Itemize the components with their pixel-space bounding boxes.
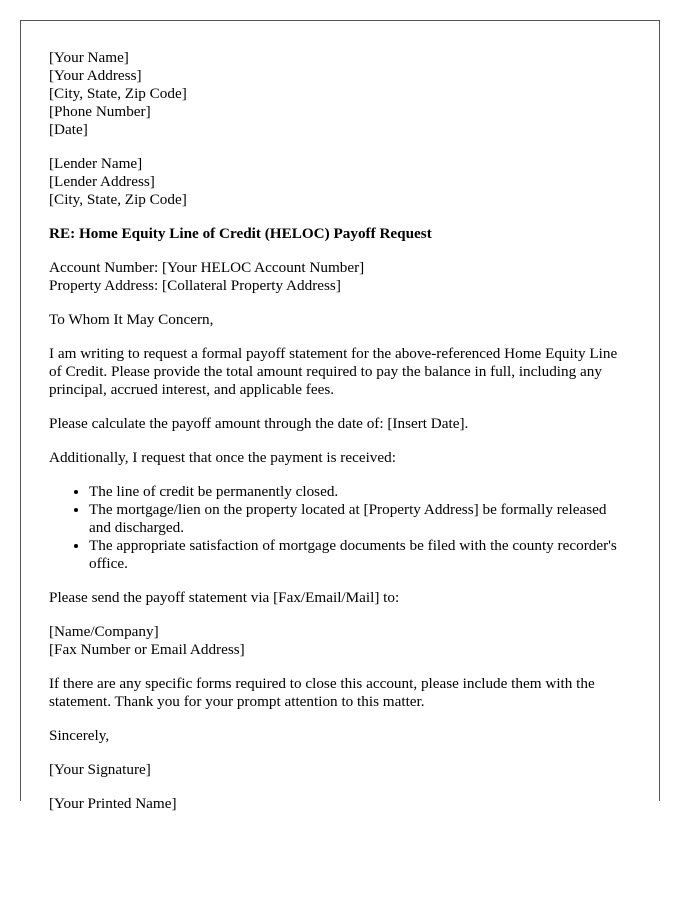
sender-city-state-zip: [City, State, Zip Code] bbox=[49, 85, 187, 102]
request-list-item: • The mortgage/lien on the property located at [Property Address] be formally released and discharged. bbox=[89, 501, 629, 537]
letter-content bbox=[49, 49, 629, 829]
printed-name: [Your Printed Name] bbox=[49, 795, 177, 812]
sender-address-block bbox=[49, 49, 629, 139]
body-paragraph-payoff-date: Please calculate the payoff amount through the date of: [Insert Date]. bbox=[49, 415, 469, 432]
recipient-name: [Name/Company] bbox=[49, 623, 159, 640]
salutation: To Whom It May Concern, bbox=[49, 311, 214, 328]
body-paragraph-additional: Additionally, I request that once the payment is received: bbox=[49, 449, 396, 466]
body-paragraph-send-via: Please send the payoff statement via [Fax/Email/Mail] to: bbox=[49, 589, 400, 606]
request-list bbox=[49, 483, 629, 573]
letter-date: [Date] bbox=[49, 121, 88, 138]
recipient-contact: [Fax Number or Email Address] bbox=[49, 641, 245, 658]
lender-name: [Lender Name] bbox=[49, 155, 143, 172]
request-list-item: • The line of credit be permanently closed. bbox=[89, 483, 629, 501]
account-info-block bbox=[49, 259, 629, 295]
lender-address-block bbox=[49, 155, 629, 209]
subject-line: RE: Home Equity Line of Credit (HELOC) Payoff Request bbox=[49, 225, 432, 242]
sender-name: [Your Name] bbox=[49, 49, 129, 66]
valediction: Sincerely, bbox=[49, 727, 110, 744]
subject-line-block bbox=[49, 225, 629, 243]
request-list-item: • The appropriate satisfaction of mortgage documents be filed with the county recorder's office. bbox=[89, 537, 629, 573]
letter-page bbox=[20, 20, 660, 812]
body-paragraph-closing-note: If there are any specific forms required to close this account, please include them with the statement. Thank you for your prompt attention to this matter. bbox=[49, 675, 595, 710]
body-paragraph-request: I am writing to request a formal payoff statement for the above-referenced Home Equity Line of Credit. Please provide the total amount required to pay the balance in full, including any principal, accrued interest, and applicable fees. bbox=[49, 345, 618, 398]
signature: [Your Signature] bbox=[49, 761, 151, 778]
sender-phone: [Phone Number] bbox=[49, 103, 151, 120]
property-address: Property Address: [Collateral Property Address] bbox=[49, 277, 341, 294]
recipient-block bbox=[49, 623, 629, 659]
account-number: Account Number: [Your HELOC Account Number] bbox=[49, 259, 365, 276]
lender-address: [Lender Address] bbox=[49, 173, 155, 190]
lender-city-state-zip: [City, State, Zip Code] bbox=[49, 191, 187, 208]
sender-address: [Your Address] bbox=[49, 67, 142, 84]
